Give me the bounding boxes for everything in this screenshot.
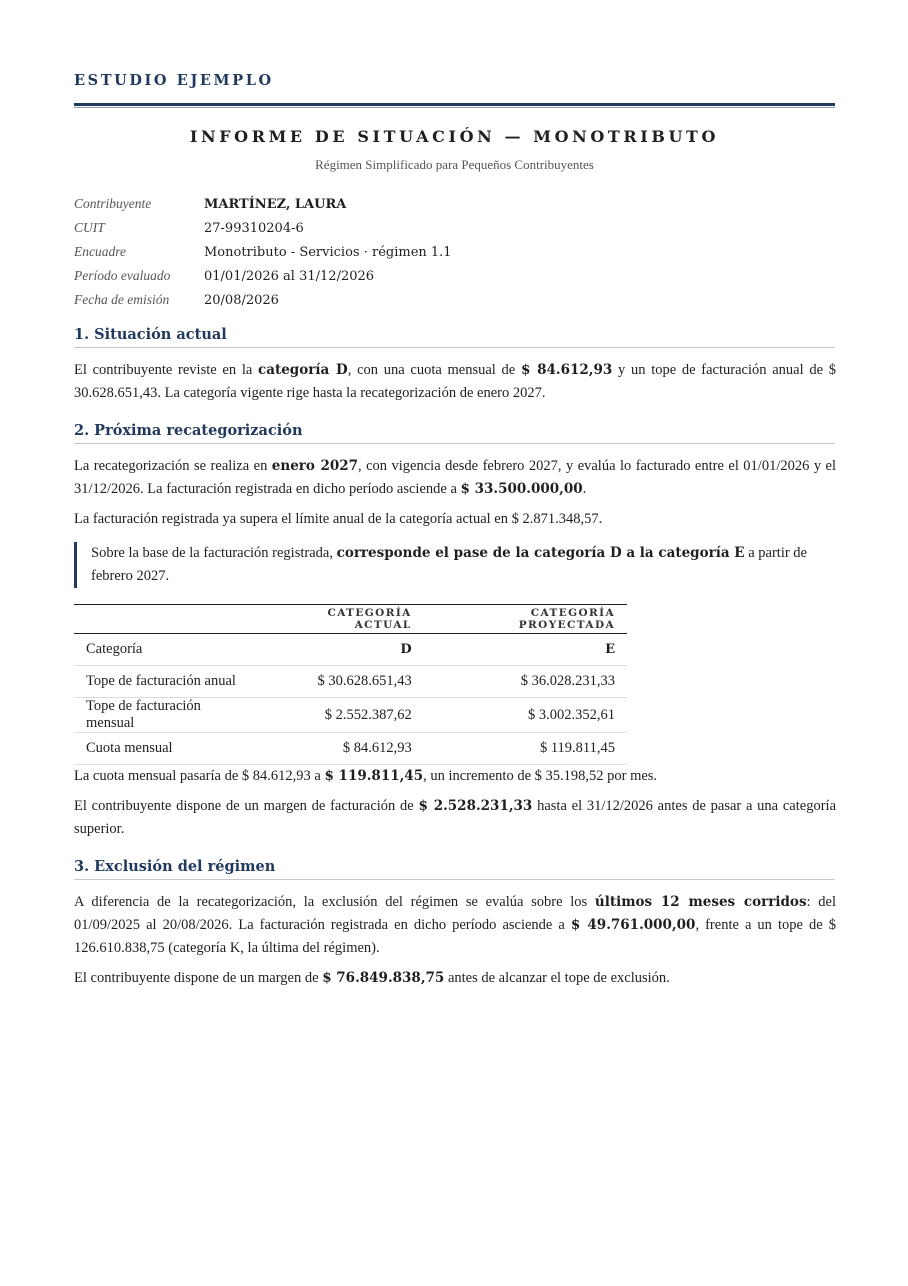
section-3-paragraph-2: El contribuyente dispone de un margen de $ 76.849.838,75 antes de alcanzar el tope de exclusión. <box>74 970 670 986</box>
info-label: Período evaluado <box>74 268 171 283</box>
header-rule <box>74 103 835 106</box>
report-title: INFORME DE SITUACIÓN — MONOTRIBUTO <box>189 127 720 146</box>
section-2-paragraph-4: El contribuyente dispone de un margen de facturación de $ 2.528.231,33 hasta el 31/12/2026 antes de pasar a una categoría superior. <box>74 798 837 837</box>
projected-value: $ 3.002.352,61 <box>424 698 627 733</box>
recategorization-callout: Sobre la base de la facturación registrada, corresponde el pase de la categoría D a la categoría E a partir de febrero 2027. <box>74 542 836 588</box>
section-2-paragraph-2: La facturación registrada ya supera el límite anual de la categoría actual en $ 2.871.348,57. <box>74 511 603 527</box>
category-comparison-table <box>74 604 627 765</box>
info-row-contribuyente <box>74 192 835 216</box>
table-header-empty <box>74 605 258 634</box>
row-label: Cuota mensual <box>74 733 258 765</box>
firm-name: ESTUDIO EJEMPLO <box>74 72 274 89</box>
section-2-paragraph-3: La cuota mensual pasaría de $ 84.612,93 a $ 119.811,45, un incremento de $ 35.198,52 por mes. <box>74 768 658 784</box>
section-3-paragraph-1: A diferencia de la recategorización, la exclusión del régimen se evalúa sobre los últimos 12 meses corridos: del 01/09/2025 al 20/08/2026. La facturación registrada en dicho período asciende a $ 49.761.000,00, frente a un tope de $ 126.610.838,75 (categoría K, la última del régimen). <box>74 894 836 956</box>
section-1-paragraph: El contribuyente reviste en la categoría D, con una cuota mensual de $ 84.612,93 y un tope de facturación anual de $ 30.628.651,43. La categoría vigente rige hasta la recategorización de enero 2027. <box>74 362 836 401</box>
encuadre-value: Monotributo - Servicios · régimen 1.1 <box>204 244 452 260</box>
table-row <box>74 733 627 765</box>
cuit-value: 27-99310204-6 <box>204 220 304 236</box>
actual-value: $ 30.628.651,43 <box>258 666 424 698</box>
info-row-cuit <box>74 216 835 240</box>
periodo-value: 01/01/2026 al 31/12/2026 <box>204 268 375 284</box>
info-row-encuadre <box>74 240 835 264</box>
info-label: CUIT <box>74 220 105 235</box>
taxpayer-name: MARTÍNEZ, LAURA <box>204 196 347 212</box>
row-label: Categoría <box>74 634 258 666</box>
section-2-paragraph-1: La recategorización se realiza en enero 2027, con vigencia desde febrero 2027, y evalúa lo facturado entre el 01/01/2026 y el 31/12/2026. La facturación registrada en dicho período asciende a $ 33.500.000,00. <box>74 458 837 497</box>
section-1-heading: 1. Situación actual <box>74 326 835 348</box>
info-label: Contribuyente <box>74 196 152 211</box>
projected-value: E <box>424 634 627 666</box>
projected-value: $ 36.028.231,33 <box>424 666 627 698</box>
taxpayer-info <box>74 192 835 312</box>
projected-value: $ 119.811,45 <box>424 733 627 765</box>
row-label: Tope de facturación anual <box>74 666 258 698</box>
report-subtitle: Régimen Simplificado para Pequeños Contribuyentes <box>315 157 594 172</box>
row-label: Tope de facturación mensual <box>74 698 258 733</box>
actual-value: D <box>258 634 424 666</box>
info-row-fecha <box>74 288 835 312</box>
table-row <box>74 666 627 698</box>
actual-value: $ 2.552.387,62 <box>258 698 424 733</box>
info-label: Fecha de emisión <box>74 292 170 307</box>
section-3-heading: 3. Exclusión del régimen <box>74 858 835 880</box>
table-header-row <box>74 605 627 634</box>
table-row <box>74 698 627 733</box>
table-header-actual: CATEGORÍA ACTUAL <box>258 605 424 634</box>
fecha-value: 20/08/2026 <box>204 292 279 308</box>
table-row <box>74 634 627 666</box>
header-rule-thin <box>74 107 835 108</box>
section-2-heading: 2. Próxima recategorización <box>74 422 835 444</box>
actual-value: $ 84.612,93 <box>258 733 424 765</box>
info-label: Encuadre <box>74 244 126 259</box>
table-header-projected: CATEGORÍA PROYECTADA <box>424 605 627 634</box>
info-row-periodo <box>74 264 835 288</box>
